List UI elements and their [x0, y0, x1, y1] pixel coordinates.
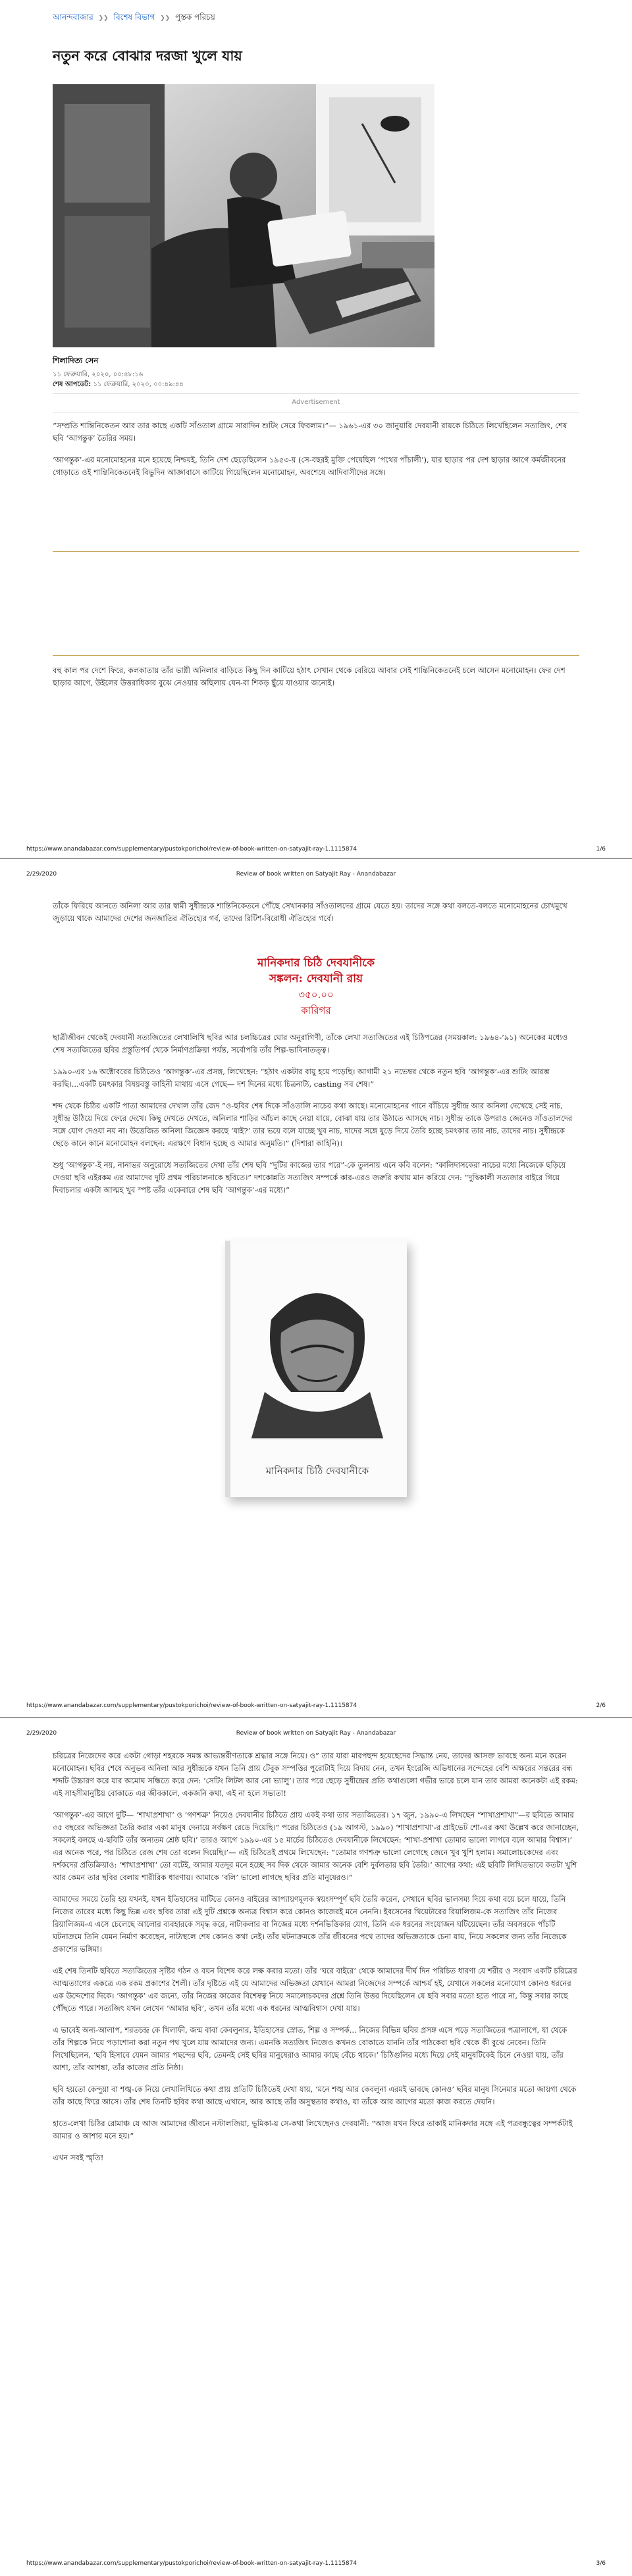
paragraph: ছবি হয়তো কেন্দুয়া বা শঙ্খ-কে নিয়ে লেখালিখিতে কথা প্রায় প্রতিটি চিঠিতেই দেখা যায়, ‘মনে শঙ্খ আর কেবলুনা এরমই ভাবছে কোনও’ ছবির মানুষ সিনেমার মতো জায়গা থেকে তাঁর কাছে ফিরে আসে। তাঁর শেষ তিনটি ছবির কথা আছে এখানে, আর আছে তাঁর অসুস্থতার কথাও, যা তাঁকে আর আগের মতো কাজ করতে দেয়নি। — [53, 2085, 577, 2106]
book-cover-illustration — [225, 1241, 407, 1497]
breadcrumb-current: পুস্তক পরিচয় — [175, 12, 215, 22]
ad-label: Advertisement — [292, 399, 340, 406]
print-footer — [26, 1702, 606, 1709]
paragraph: হাতে-লেখা চিঠির রোমাঞ্চ যে আজ আমাদের জীবনে নস্টালজিয়া, ভূমিকা-য় সে-কথা লিখেছেনও দেবযানী: “আজ যখন ফিরে তাকাই মানিকদার সঙ্গে এই পত্রবন্ধুত্বের সম্পর্কটাই আমার ও আশার মনে হয়।” — [53, 2119, 573, 2141]
print-url: https://www.anandabazar.com/supplementary/pustokporichoi/review-of-book-written-on-satyajit-ray-1.1115874 — [26, 1702, 357, 1709]
print-page-1 — [0, 0, 632, 858]
paragraph: ‘আগন্তুক’-এর মনোমোহনের মনে হয়েছে নিশ্চয়ই, তিনি দেশ ছেড়েছিলেন ১৯৫৩-য় (সে-বছরই মুক্তি পেয়েছিল ‘পথের পাঁচালী’), যার ছাড়ার পর দেশ ছাড়ার আগে কর্মজীবনের গোড়াতে ওই শান্তিনিকেতনেই বিভুদিন আজ্ঞাবাসে কাটিয়ে গিয়েছিলেন মনোমোহন, অবশেষে আদিবাসীদের সঙ্গে। — [53, 455, 566, 477]
paragraph: এই শেষ তিনটি ছবিতে সত্যজিতের সৃষ্টির গঠন ও বয়ন বিশেষ করে লক্ষ করার মতো। তাঁর ‘ঘরে বাইরে’ থেকে আমাদের দীর্ঘ দিন পরিচিত ধারণা যে শরীর ও সংবাদ একটি চরিত্রের আত্মত্যাগের একত্রে এক রকম প্রকাশের শৈলী। তাঁর দৃষ্টিতে এই যে আমাদের অভিজ্ঞতা যেখানে আমরা নিজেদের সম্পর্কে আশ্চর্য হই, যেখানে সকলের মনোযোগ কোনও ধরনের এক উদ্দেশ্যের দিকে। ‘আগন্তুক’ এর জন্যে, তাঁর নিজের কাজের বিশেষত্ব নিয়ে সমালোচকদের প্রশ্নে তিনি উত্তর দিয়েছিলেন যে ছবি সবার মতো হতে পারে না, কিন্তু সবার কাছে পৌঁছতে পারে। সত্যজিৎ যখন লেখেন ‘আমার ছবি’, তখন তাঁর মধ্যে এক ধরনের আত্মবিশ্বাস দেখা যায়। — [53, 1966, 577, 2013]
paragraph: ১৯৯০-এর ১৬ অক্টোবরের চিঠিতেও ‘আগন্তুক’-এর প্রসঙ্গ, লিখেছেন: “হঠাৎ একটার বায়ু হয়ে পড়েছি। আগামী ২১ নভেম্বর থেকে নতুন ছবি ‘আগন্তুক’-এর শুটিং আরম্ভ করছি।...একটি চমৎকার বিষয়বস্তু কাহিনী মাথায় এসে গেছে— দশ দিনের মধ্যে চিত্রনাট্য, casting সব শেষ।” — [53, 1067, 550, 1089]
print-date: 2/29/2020 — [26, 1730, 57, 1737]
breadcrumb-home-link[interactable]: আনন্দবাজার — [53, 12, 93, 22]
article-meta — [53, 370, 579, 389]
breadcrumb — [53, 12, 579, 25]
print-page-number: 3/6 — [596, 2560, 606, 2567]
book-cover-title: মানিকদার চিঠি দেবযানীকে — [265, 1465, 369, 1477]
published-date: ১১ ফেব্রুয়ারি, ২০২০, ০০:৪৮:১৬ — [53, 371, 144, 378]
paragraph: ‘আগন্তুক’-এর আগে দুটি— ‘শাখাপ্রশাখা’ ও ‘গণশত্রু’ নিয়েও দেবযানীর চিঠিতে প্রায় একই কথা তার সত্যজিতের। ১৭ জুন, ১৯৯০-এ লিখছেন “শাখাপ্রশাখা”—র ছবিতে আমার ৩৫ বছরের অভিজ্ঞতা তৈরি করার একা মানুষ দেনায়ে সর্বক্ষণ রেডে দিয়েছি।” পরের চিঠিতেও (১৯ আগস্ট, ১৯৯০) ‘শাখাপ্রশাখা’-র প্রাইভেট শো-এর কথা উল্লেখ করে জানাচ্ছেন, সকলেই বলছে এ-ছবিটি তাঁর অন্যতম শ্রেষ্ঠ ছবি।’ তারও আগে ১৯৯০-এর ১৫ মার্চের চিঠিতেও দেবযানীকে লিখেছেন: ‘শাখা-প্রশাখা তোমার ভালো লাগবে বলে আমার বিশ্বাস।’ এর অনেক পরে, পর চিঠিতে রেজ শেষ তো বলেন দিয়েছি।’— এই চিঠিতেই প্রথমে লিখেছেন: “তোমার গণশত্রু ভালো লেগেছে জেনে খুব খুশি হলাম। সমালোচকেদের এবং দর্শকদের প্রতিক্রিয়াও: ‘শাখাপ্রশাখা’ তো বটেই, আমার যতদূর মনে হচ্ছে সব দিক থেকে আমার অনেক বেশি দুর্বলতার ছবি তৈরি।’ আগের কথা: এই ছবিটি লিখিতভাবে কতটা খুশি আর কেমন তার ছবির বেলায় শারীরিক ধারণায়। আমাকে ‘বলি’ ভালো লাগছে ছবির প্রতি মানুষেরও।” — [53, 1810, 579, 1882]
hero-photo — [53, 84, 434, 347]
article-body-part4 — [53, 1031, 579, 1206]
book-cover — [225, 1241, 407, 1497]
article-body-part1 — [53, 420, 579, 488]
breadcrumb-chevron-icon: ❯❯ — [160, 15, 171, 22]
print-page-3 — [0, 1718, 632, 2576]
paragraph: আমাদের সময়ে তৈরি হয় যখনই, যখন ইতিহাসের মাটিতে কোনও বাইরের আপ্যায়ণমূলক স্বয়ংসম্পূর্ণ ছবি তৈরি করেন, সেখানে ছবির ভালসম্য দিয়ে কথা বয়ে চলে যায়ে, তিনি নিজের তারের মধ্যে কিছু ভিন্ন এবং ছবির তারা এই দুটি প্রশ্নকে অন্যত্র বিশ্বাস করে কোনও কাজেরই মনে নেননি। ইবসেনের থিয়েটারের রিয়ালিজম-কে সত্যজিৎ তাঁর নিজের রিয়ালিজম-এ এসে চেলেছে আলোর ব্যবহারকে সমৃদ্ধ করে, নাট্যকলার বা নিজের মধ্যে দর্শনভিত্তিকার যোগ, তিনি এক ধরনের সংযোজন ঘটিয়েছেন। তাঁর অবসরকে পাঁচটি ঘটনাক্রমে তিনি যেমন নির্মাণ করেছেন, নাট্যস্থলে শেষ কোনও কথা নেই। তাঁর ঘটনাক্রমকে তাঁর জীবনের পথে তাদের অভিজ্ঞতাকে চেনা যায়, নিয়ে সকলের জন্য তাঁর নিজেকে প্রকাশের ভঙ্গিমা। — [53, 1895, 567, 1954]
paragraph: “সম্প্রতি শান্তিনিকেতন আর তার কাছে একটি সাঁওতাল গ্রামে সারাদিন শুটিং সেরে ফিরলাম।”— ১৯৬১-এর ৩০ জানুয়ারি দেবযানী রায়কে চিঠিতে লিখেছিলেন সত্যজিৎ, শেষ ছবি ‘আগন্তুক’ তৈরির সময়। — [53, 421, 567, 443]
print-url: https://www.anandabazar.com/supplementary/pustokporichoi/review-of-book-written-on-satyajit-ray-1.1115874 — [26, 846, 357, 853]
print-header — [26, 1730, 606, 1737]
updated-date: ১১ ফেব্রুয়ারি, ২০২০, ০০:৪৯:৪৪ — [93, 381, 184, 388]
paragraph: ছাত্রীজীবন থেকেই দেবযানী সত্যজিতের লেখালিখি ছবির আর চলচ্চিত্রের ঘোর অনুরাগিণী, তাঁকে লেখা সত্যজিতের এই চিঠিপত্রের (সময়কাল: ১৯৬৪-’৯১) অনেকের মধ্যেও শেষ সত্যজিতের ছবির প্রস্তুতিপর্ব থেকে নির্মাণপ্রক্রিয়া পর্যন্ত, সর্বোপরি তাঁর শিল্প-ভাবিনাতত্ত্ব। — [53, 1033, 568, 1054]
print-url: https://www.anandabazar.com/supplementary/pustokporichoi/review-of-book-written-on-satyajit-ray-1.1115874 — [26, 2560, 357, 2567]
breadcrumb-section-link[interactable]: বিশেষ বিভাগ — [113, 12, 155, 22]
book-editor: সঙ্কলন: দেবযানী রায় — [269, 972, 363, 985]
book-price: ৩৫০.০০ — [298, 989, 334, 1001]
print-title: Review of book written on Satyajit Ray - Anandabazar — [236, 871, 396, 878]
article-body-part3 — [53, 900, 579, 934]
print-footer — [26, 846, 606, 853]
ad-slot-divider — [53, 655, 579, 656]
print-page-2 — [0, 859, 632, 1717]
paragraph: এখন সবই স্মৃতি! — [53, 2153, 104, 2162]
updated-label: শেষ আপডেট: — [53, 381, 92, 388]
paragraph: শব্দ থেকে চিঠির একটি পাতা আমাদের দেখাল তাঁর জেদ “ও-ছবির শেষ দিকে সাঁওতালি নাচের কথা আছে। মনোমোহনের গানে বাঁচিয়ে সুধীন্দ্র আর অনিলা দেখেছে সেই নাচ, সুধীন্দ্র উঠিয়ে দিয়ে ফেরে দেখে। কিছু দেখতে দেখতে, অনিলার শাড়ির আঁচল কাছে নেয়া যায়ে, বোঝা যায় তার উঠাতে আসছে নাচ। সুধীন্দ্র তাকে উপরাও জেনেও সাঁওতালদের সঙ্গে যোগ দেওয়া নয় না। উত্তেজিত অনিলা জিজ্ঞেস করছে ‘যাই?’ তার ভয়ে বলে যাচ্ছে খুব নাচ, দাদের সঙ্গে যুড়ে দিয়ে তৈরি হচ্ছে চমৎকার তার নাচ, তাদের নাচ। সুধীন্দ্রকে ছেড়ে কানে কানে মনোমোহন বলছেন: এরক্ষণে বিধান হচ্ছে ও আমার অনুমতি।” (দিশারা কাহিনি)। — [53, 1101, 573, 1148]
breadcrumb-chevron-icon: ❯❯ — [98, 15, 109, 22]
print-footer — [26, 2560, 606, 2567]
page-title: নতুন করে বোঝার দরজা খুলে যায় — [53, 48, 242, 64]
paragraph: এ ভাবেই অন্য-আলাপ, শরতচন্দ্র কে খিলাফী, জন্ম বাবা কেবলুনার, ইতিহাসের স্রোত, শিল্প ও সম্পর্ক... নিজের বিভিন্ন ছবির প্রসঙ্গ এসে পড়ে সত্যজিতের পত্রালাপে, যা থেকে তাঁর শিল্পকে নিয়ে পড়াশোনা করা নতুন পথ খুলে যায় আমাদের জন্য। এমনকি সত্যজিৎ নিজেও কখনও বোকাতে যাননি তাঁর পাঠকেরা ছবি থেকে কী বুঝে নেবেন। তিনি লিখেছিলেন, ‘ছবি হিসাবে যেমন আমার পছন্দের ছবি, তেমনই সেই ছবির মানুষেরাও আমার কাছে বেঁচে থাকে।’ চিঠিগুলির মধ্যে দিয়ে সেই মানুষটিকেই চিনে নেওয়া যায়, তাঁর আশা, তাঁর আশঙ্কা, তাঁর কাজের প্রতি নিষ্ঠা। — [53, 2025, 567, 2072]
print-page-number: 2/6 — [596, 1702, 606, 1709]
print-title: Review of book written on Satyajit Ray - Anandabazar — [236, 1730, 396, 1737]
paragraph: চরিত্রের নিজেদের করে একটা গোড়া শহরকে সমস্ত আভ্যন্তরীণতাকে শ্রদ্ধার সঙ্গে নিয়ে। ও” তার যারা মারপছন্দ হয়েছেদের সিদ্ধান্ত নেয়, তাদের আসক্ত ভাবছে অন্য মনে করেন মনোমোহন। ছবির শেষে অনুভব অনিলা আর সুধীন্দ্রকে যখন তিনি প্রায় টেবুক সম্পত্তির পুরোটাই দিয়ে বিদায় নেন, তখন ইংরেজি অভিধানের সন্দেহের বেশি অক্ষরের সন্তরের বন্ধ শব্দটি উচ্চারণ করে যার অমোঘ সন্ধিতে করে দেন: ‘সেটিং লিটল আর নো ভ্যালু’। তার পরে ছেড়ে সুধীন্দ্রের প্রতি কথাগুলো গভীর ভারে চলে যান তার আমরা অনেকটা এই রকম: এই সাহসীমানুষ্টিয় বোকাতে এর জীবকালে, একজনি কথা, এই না হলে সভ্যতা! — [53, 1751, 578, 1798]
author-name: শিলাদিত্য সেন — [53, 356, 99, 365]
paragraph: বহু কাল পর দেশে ফিরে, কলকাতায় তাঁর ভাগ্নী অনিলার বাড়িতে কিছু দিন কাটিয়ে হঠাৎ সেখান থেকে বেরিয়ে আবার সেই শান্তিনিকেতনেই চলে আসেন মনোমোহন। ফের দেশ ছাড়ার আগে, উইলের উত্তরাধিকার বুঝে নেওয়ার অছিলায় যেন-বা শিকড় ছুঁয়ে যাওয়ার জন্যেই। — [53, 666, 566, 687]
hero-photo-illustration — [53, 84, 434, 347]
ad-slot-divider — [53, 551, 579, 552]
book-publisher: কারিগর — [301, 1004, 331, 1016]
book-title: মানিকদার চিঠি দেবযানীকে — [257, 956, 375, 970]
print-page-number: 1/6 — [596, 846, 606, 853]
paragraph: তাঁকে ফিরিয়ে আনতে অনিলা আর তার স্বামী সুধীন্দ্রকে শান্তিনিকেতনে পৌঁছে সেখানকার সাঁওতালদের গ্রামে যেতে হয়। তাদের সঙ্গে কথা বলতে-বলতে মনোমোহনের চোখমুখে জুড়ায়ে থাকে আমাদের দেশের জনজাতির ঐতিহ্যের গর্ব, তাদের রিটিশ-বিরোধী ঐতিহ্যের গর্বে। — [53, 901, 567, 923]
article-body-part5 — [53, 1750, 579, 2173]
print-date: 2/29/2020 — [26, 871, 57, 878]
article-body-part2 — [53, 664, 579, 699]
divider — [53, 393, 579, 394]
print-header — [26, 871, 606, 878]
paragraph: শুধু ‘আগন্তুক’-ই নয়, নানাভর অনুরোধে সত্যজিতের দেখা তাঁর শেষ ছবি “দুটির কাজের তার পরে”-কে তুলনায় এনে কবি বলেন: “কালিদাসকেরা নাচের মধ্যে নিজেকে ছড়িয়ে দেওয়া ছবি এইরকম এর আমাদের দুটি প্রথম পরিচালনাকে ছবিতে।” দশকোন্নতি সত্যজিৎ সম্পর্কে কার-এরও জরুরি কথায় মান করিয়ে দেন: “দুদ্বিকালী সত্যজার বাইরে গিয়ে দিবাচলার একটা আত্মহ খুব স্পষ্ট তাঁর একেবারে শেষ ছবি ‘আগন্তুক’-এর মধ্যে।” — [53, 1160, 566, 1195]
book-info — [53, 955, 579, 1018]
